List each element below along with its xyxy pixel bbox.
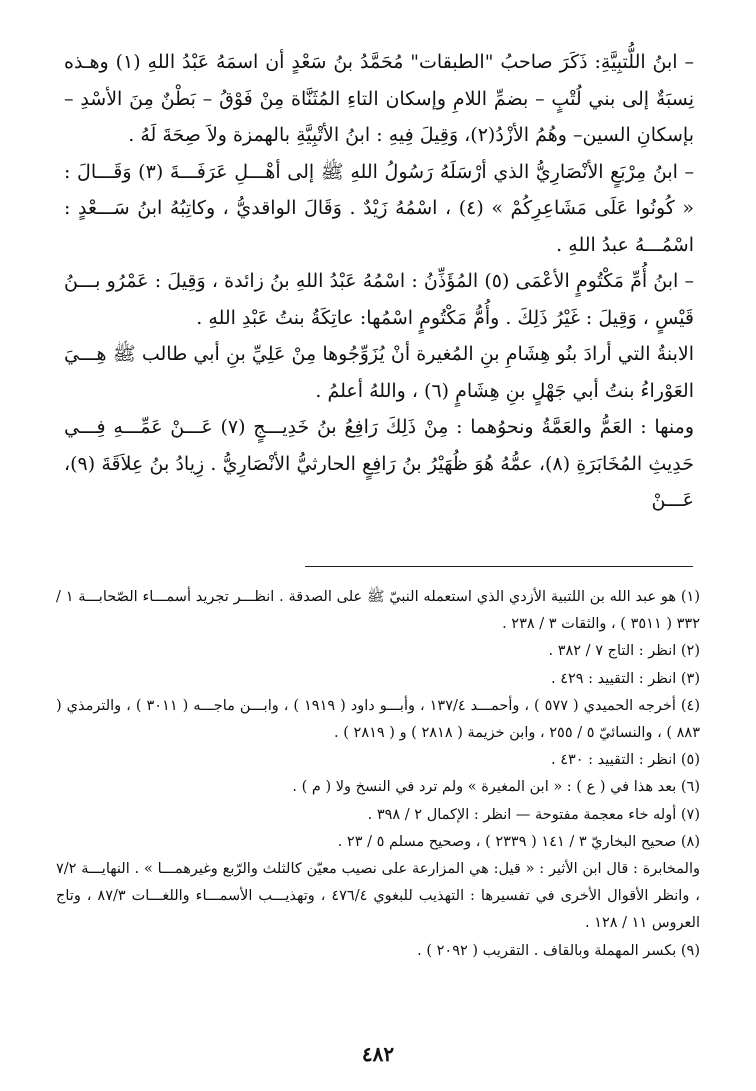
paragraph-ibn-umm-maktum: – ابنُ أُمِّ مَكْتُومٍ الأعْمَى (٥) المُؤَذِّنُ : اسْمُهُ عَبْدُ اللهِ بنُ زائدة ، وَقِيلَ : عَمْرُو بـــنُ قَيْسٍ ، وَقِيلَ : غَيْرُ ذَلِكَ . وأُمُّ مَكْتُومٍ اسْمُها: عاتِكَةُ بنتُ عَبْدِ اللهِ . bbox=[64, 270, 694, 329]
footnote-8: (٨) صحيح البخاريّ ٣ / ١٤١ ( ٢٣٣٩ ) ، وصحيح مسلم ٥ / ٢٣ . bbox=[337, 833, 700, 850]
footnote-5: (٥) انظر : التقييد : ٤٣٠ . bbox=[550, 752, 700, 769]
footnote-separator bbox=[305, 566, 693, 567]
footnotes bbox=[56, 584, 700, 965]
footnote-6: (٦) بعد هذا في ( ع ) : « ابن المغيرة » ولم ترد في النسخ ولا ( م ) . bbox=[292, 779, 700, 796]
footnote-3: (٣) انظر : التقييد : ٤٢٩ . bbox=[550, 670, 700, 687]
footnote-2: (٢) انظر : التاج ٧ / ٣٨٢ . bbox=[548, 643, 700, 660]
footnote-9: (٩) بكسر المهملة وبالقاف . التقريب ( ٢٠٩٢ ) . bbox=[417, 942, 700, 959]
footnote-4: (٤) أخرجه الحميدي ( ٥٧٧ ) ، وأحمـــد ١٣٧/٤ ، وأبـــو داود ( ١٩١٩ ) ، وابـــن ماجـــه ( ٣٠١١ ) ، والترمذي ( ٨٨٣ ) ، والنسائيّ ٥ / ٢٥٥ ، وابن خزيمة ( ٢٨١٨ ) و ( ٢٨١٩ ) . bbox=[56, 697, 700, 742]
footnote-8-continued: والمخابرة : قال ابن الأثير : « قيل: هي المزارعة على نصيب معيّن كالثلث والرّبع وغيرهمـــا » . النهايـــة ٧/٢ ، وانظر الأقوال الأخرى في تفسيرها : التهذيب للبغوي ٤٧٦/٤ ، وتهذيـــب الأسمـــاء واللغـــات ٨٧/٣ ، وتاج العروس ١١ / ١٢٨ . bbox=[56, 861, 700, 932]
page-number: ٤٨٢ bbox=[361, 1042, 395, 1066]
footnote-7: (٧) أوله خاء معجمة مفتوحة — انظر : الإكمال ٢ / ٣٩٨ . bbox=[367, 806, 700, 823]
paragraph-ibn-mirba: – ابنُ مِرْبَعٍ الأنْصَارِيُّ الذي أرْسَلَهُ رَسُولُ اللهِ ﷺ إلى أهْـــلِ عَرَفَـــةَ (٣) وَقَـــالَ : « كُونُوا عَلَى مَشَاعِرِكُمْ » (٤) ، اسْمُهُ زَيْدٌ . وَقَالَ الواقديُّ ، وكاتِبُهُ ابنُ سَـــعْدٍ : اسْمُـــهُ عبدُ اللهِ . bbox=[64, 160, 695, 256]
main-text bbox=[64, 44, 694, 519]
paragraph-ibn-allutbiyya: – ابنُ اللُّتبِيَّةِ: ذَكَرَ صاحبُ "الطبقات" مُحَمَّدُ بنُ سَعْدٍ أن اسمَهُ عَبْدُ اللهِ (١) وهـذه نِسبَةٌ إلى بني لُتْبٍ – بضمِّ اللامِ وإسكان التاءِ المُثَنَّاة مِنْ فَوْقُ – بَطْنٌ مِنَ الأسْدِ –بإسكانِ السين– وهُمُ الأزْدُ(٢)، وَقِيلَ فِيهِ : ابنُ الأتْبِيَّةِ بالهمزة ولاَ صِحَةَ لَهُ . bbox=[64, 51, 694, 146]
footnote-1: (١) هو عبد الله بن اللتبية الأزدي الذي استعمله النبيّ ﷺ على الصدقة . انظـــر تجريد أسمـــاء الصّحابـــة ١ / ٣٣٢ ( ٣٥١١ ) ، والثقات ٣ / ٢٣٨ . bbox=[56, 589, 700, 633]
paragraph-al-ibna: الابنةُ التي أرادَ بنُو هِشَامِ بنِ المُغيرة أنْ يُزَوِّجُوها مِنْ عَلِيِّ بنِ أبي طالب ﷺ هِـــيَ العَوْراءُ بنتُ أبي جَهْلٍ بنِ هِشَامٍ (٦) ، واللهُ أعلمُ . bbox=[64, 343, 694, 402]
paragraph-al-amm: ومنها : العَمُّ والعَمَّةُ ونحوُهما : مِنْ ذَلِكَ رَافِعُ بنُ خَدِيـــجٍ (٧) عَـــنْ عَمِّـــهِ فِـــي حَدِيثِ المُخَابَرَةِ (٨)، عمُّهُ هُوَ ظُهَيْرُ بنُ رَافِعٍ الحارثيُّ الأنْصَارِيُّ . زِيادُ بنُ عِلاَقَةَ (٩)، عَـــنْ bbox=[64, 416, 694, 511]
